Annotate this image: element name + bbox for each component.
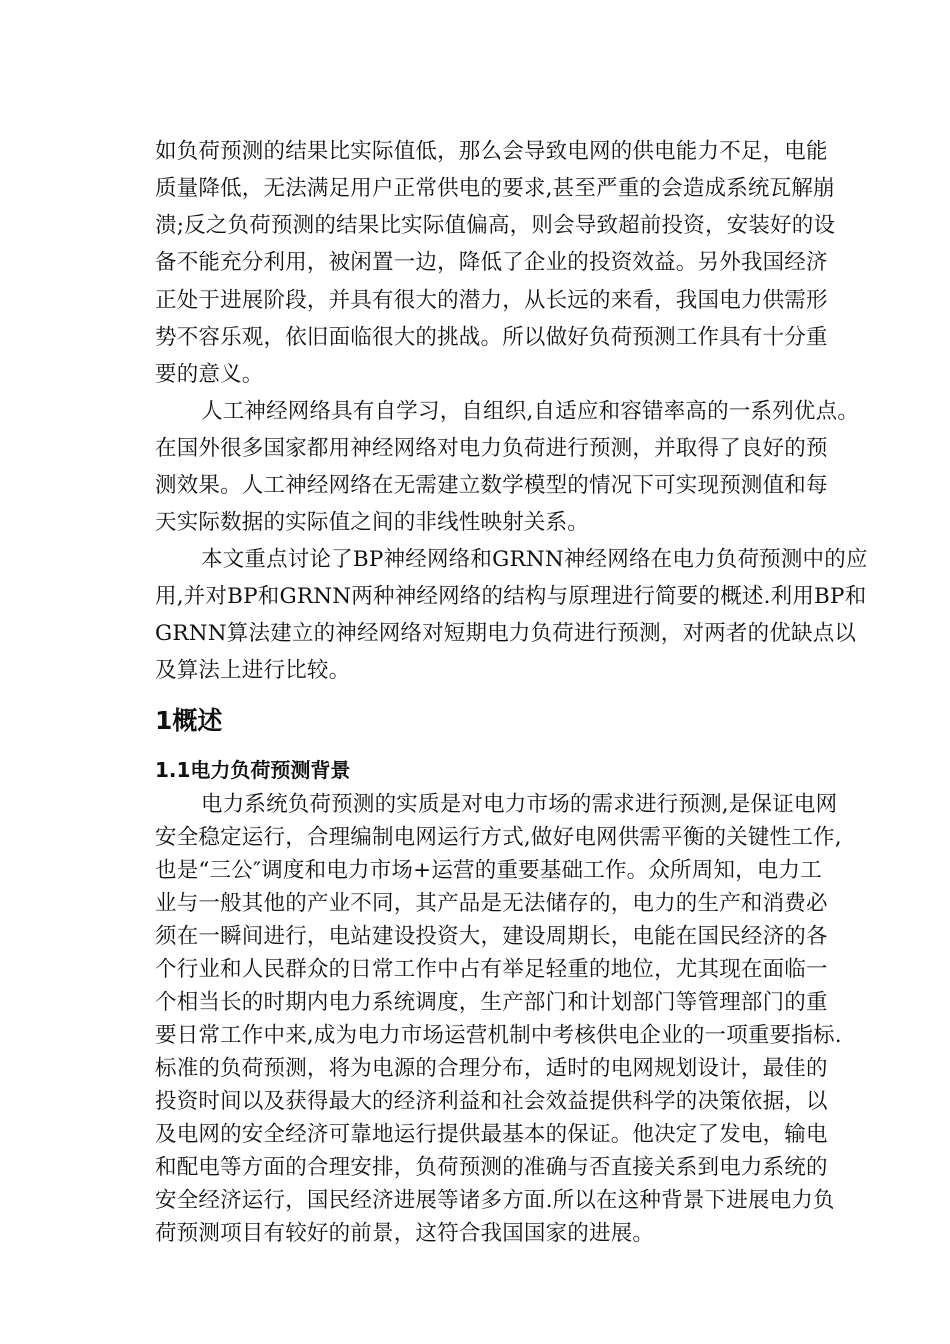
background-line: 安全稳定运行，合理编制电网运行方式,做好电网供需平衡的关键性工作, bbox=[155, 825, 842, 850]
intro-line: 正处于进展阶段，并具有很大的潜力，从长远的来看，我国电力供需形 bbox=[155, 288, 828, 313]
background-line: 个行业和人民群众的日常工作中占有举足轻重的地位，尤其现在面临一 bbox=[155, 957, 828, 982]
background-line: 标准的负荷预测，将为电源的合理分布，适时的电网规划设计，最佳的 bbox=[155, 1056, 828, 1081]
intro-line: 如负荷预测的结果比实际值低，那么会导致电网的供电能力不足，电能 bbox=[155, 139, 828, 164]
intro-line: 势不容乐观，依旧面临很大的挑战。所以做好负荷预测工作具有十分重 bbox=[155, 325, 828, 350]
background-line: 和配电等方面的合理安排，负荷预测的准确与否直接关系到电力系统的 bbox=[155, 1155, 828, 1180]
background-line: 及电网的安全经济可靠地运行提供最基本的保证。他决定了发电，输电 bbox=[155, 1122, 828, 1147]
intro-line: 溃;反之负荷预测的结果比实际值偏高，则会导致超前投资，安装好的设 bbox=[155, 213, 836, 238]
background-line: 业与一般其他的产业不同，其产品是无法储存的，电力的生产和消费必 bbox=[155, 891, 828, 916]
background-line: 电力系统负荷预测的实质是对电力市场的需求进行预测,是保证电网 bbox=[201, 792, 838, 817]
background-line: 也是“三公″调度和电力市场+运营的重要基础工作。众所周知，电力工 bbox=[155, 858, 822, 883]
neural-line: 人工神经网络具有自学习，自组织,自适应和容错率高的一系列优点。 bbox=[201, 399, 860, 424]
background-line: 要日常工作中来,成为电力市场运营机制中考核供电企业的一项重要指标. bbox=[155, 1023, 842, 1048]
background-line: 荷预测项目有较好的前景，这符合我国国家的进展。 bbox=[155, 1221, 655, 1246]
section-heading: 1概述 bbox=[155, 706, 223, 735]
background-line: 投资时间以及获得最大的经济利益和社会效益提供科学的决策依据，以 bbox=[155, 1089, 828, 1114]
neural-line: 天实际数据的实际值之间的非线性映射关系。 bbox=[155, 510, 590, 535]
focus-line: 用,并对BP和GRNN两种神经网络的结构与原理进行简要的概述.利用BP和 bbox=[155, 584, 867, 609]
focus-line: 及算法上进行比较。 bbox=[155, 658, 351, 683]
neural-line: 在国外很多国家都用神经网络对电力负荷进行预测，并取得了良好的预 bbox=[155, 436, 828, 461]
focus-line: GRNN算法建立的神经网络对短期电力负荷进行预测，对两者的优缺点以 bbox=[155, 621, 857, 646]
intro-line: 要的意义。 bbox=[155, 362, 264, 387]
focus-line: 本文重点讨论了BP神经网络和GRNN神经网络在电力负荷预测中的应 bbox=[201, 547, 868, 572]
intro-line: 备不能充分利用，被闲置一边，降低了企业的投资效益。另外我国经济 bbox=[155, 250, 828, 275]
neural-line: 测效果。人工神经网络在无需建立数学模型的情况下可实现预测值和每 bbox=[155, 473, 828, 498]
subsection-heading: 1.1电力负荷预测背景 bbox=[155, 758, 351, 782]
background-line: 个相当长的时期内电力系统调度，生产部门和计划部门等管理部门的重 bbox=[155, 990, 828, 1015]
background-line: 安全经济运行，国民经济进展等诸多方面.所以在这种背景下进展电力负 bbox=[155, 1188, 835, 1213]
background-line: 须在一瞬间进行，电站建设投资大，建设周期长，电能在国民经济的各 bbox=[155, 924, 828, 949]
intro-line: 质量降低，无法满足用户正常供电的要求,甚至严重的会造成系统瓦解崩 bbox=[155, 176, 835, 201]
